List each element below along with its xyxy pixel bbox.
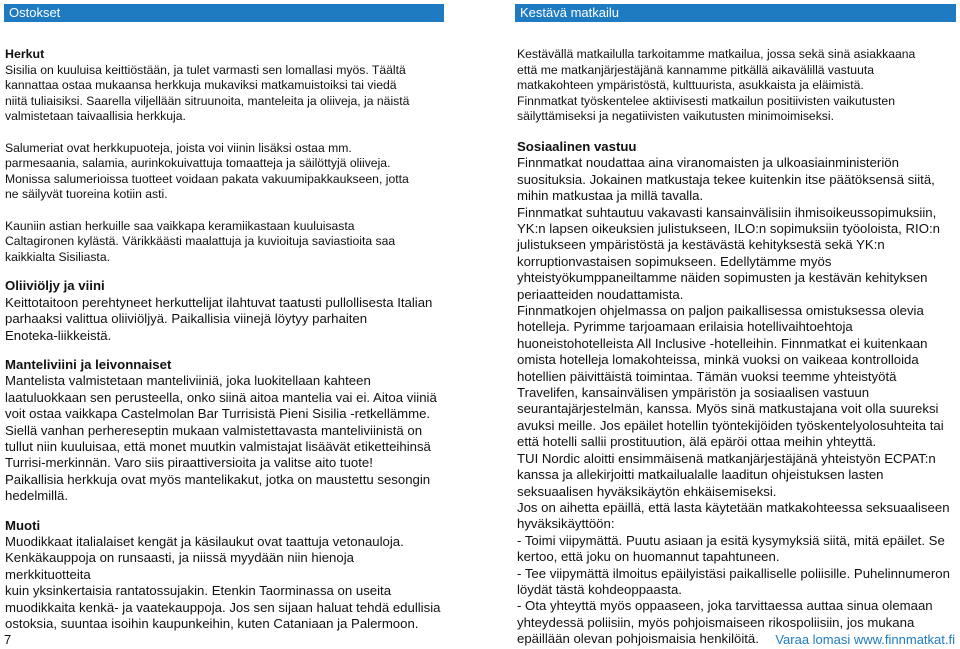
- left-column: [5, 47, 441, 632]
- heading-manteliviini: Manteliviini ja leivonnaiset: [5, 356, 172, 372]
- paragraph-kestava-intro: Kestävällä matkailulla tarkoitamme matkailua, jossa sekä sinä asiakkaana että me matkanjärjestäjänä kannamme pitkällä aikavälillä vastuuta matkakohteen ympäristöstä, kulttuurista, asukkaista ja eläimistä. Finnmatkat työskentelee aktiivisesti matkailun positiivisten vaikutusten säilyttämiseksi ja negatiivisten vaikutusten minimoimiseksi.: [517, 47, 916, 124]
- heading-oliivioljy: Oliiviöljy ja viini: [5, 278, 105, 294]
- paragraph-muoti: Muodikkaat italialaiset kengät ja käsilaukut ovat taattuja vetonauloja. Kenkäkauppoja on runsaasti, ja niissä myydään niin hienoja merkkituotteita kuin yksinkertaisia rantatossujakin. Etenkin Taorminassa on useita muodikkaita kenkä- ja vaatekauppoja. Jos sen sijaan haluat tehdä edullisia ostoksia, suuntaa isoihin kaupunkeihin, kuten Cataniaan ja Palermoon.: [5, 534, 441, 632]
- heading-muoti: Muoti: [5, 517, 41, 533]
- paragraph-keramiikka: Kauniin astian herkuille saa vaikkapa keramiikastaan kuuluisasta Caltagironen kylästä. Värikkäästi maalattuja ja kuvioituja saviastioita saa kaikkialta Sisiliasta.: [5, 218, 396, 264]
- paragraph-herkut-intro: Sisilia on kuuluisa keittiöstään, ja tulet varmasti sen lomallasi myös. Täältä kannattaa ostaa mukaansa herkkuja mukaviksi matkamuistoiksi tai viedä niitä tuliaisiksi. Saarella viljellään sitruunoita, manteleita ja oliiveja, ja näistä valmistetaan taivaallisia herkkuja.: [5, 62, 410, 124]
- paragraph-oliivioljy: Keittotaitoon perehtyneet herkuttelijat ilahtuvat taatusti pullollisesta Italian parhaaksi valittua oliiviöljyä. Paikallisia viinejä löytyy parhaiten Enoteka-liikkeistä.: [5, 294, 433, 343]
- footer-link[interactable]: Varaa lomasi www.finnmatkat.fi: [775, 632, 955, 647]
- heading-herkut: Herkut: [5, 47, 45, 61]
- paragraph-salumeriat: Salumeriat ovat herkkupuoteja, joista voi viinin lisäksi ostaa mm. parmesaania, salamia, aurinkokuivattuja tomaatteja ja säilöttyjä oliiveja. Monissa salumerioissa tuotteet voidaan pakata vakuumipakkaukseen, jotta ne säilyvät tuoreina kotiin asti.: [5, 140, 409, 202]
- paragraph-manteliviini: Mantelista valmistetaan manteliviiniä, joka luokitellaan kahteen laatuluokkaan sen perusteella, onko siinä aitoa mantelia vai ei. Aitoa viiniä voit ostaa vaikkapa Castelmolan Bar Turrisistä Pieni Sisilia -retkellämme. Siellä vanhan perhereseptin mukaan valmistettavasta manteliviinistä on tullut niin kuuluisaa, että monet muutkin valmistajat lisäävät etiketteihinsä Turrisi-merkinnän. Varo siis piraattiversioita ja valitse aito tuote! Paikallisia herkkuja ovat myös mantelikakut, jotka on maustettu sesongin hedelmillä.: [5, 373, 437, 504]
- heading-sosiaalinen-vastuu: Sosiaalinen vastuu: [517, 138, 637, 154]
- section-header-right: Kestävä matkailu: [515, 4, 956, 22]
- page-number: 7: [4, 632, 12, 647]
- right-column: [517, 47, 957, 648]
- paragraph-sosiaalinen-vastuu: Finnmatkat noudattaa aina viranomaisten ja ulkoasiainministeriön suosituksia. Jokainen matkustaja tekee kuitenkin itse päätöksensä siitä, mihin matkustaa ja millä tavalla. Finnmatkat suhtautuu vakavasti kansainvälisiin ihmisoikeussopimuksiin, YK:n lapsen oikeuksien julistukseen, ILO:n sopimuksiin työoloista, RIO:n julistukseen ympäristöstä ja kestävästä kehityksestä sekä YK:n korruptionvastaisen sopimukseen. Edellytämme myös yhteistyökumppaneiltamme näiden sopimusten ja kestävän kehityksen periaatteiden noudattamista. Finnmatkojen ohjelmassa on paljon paikallisessa omistuksessa olevia hotelleja. Pyrimme tarjoamaan erilaisia hotellivaihtoehtoja huoneistohotelleista All Inclusive -hotelleihin. Finnmatkat ei kuitenkaan omista hotelleja lomakohteissa, minkä vuoksi on vaikeaa kontrolloida hotellien päivittäistä toimintaa. Tämän vuoksi teemme yhteistyötä Travelifen, kansainvälisen ympäristön ja sosiaalisen vastuun seurantajärjestelmän, kanssa. Myös sinä matkustajana voit olla suureksi avuksi meille. Jos epäilet hotellin työntekijöiden työskentelyolosuhteita tai että hotelli sallii prostituution, älä epäröi ottaa meihin yhteyttä. TUI Nordic aloitti ensimmäisenä matkanjärjestäjänä yhteistyön ECPAT:n kanssa ja allekirjoitti matkailualalle laaditun ohjeistuksen lasten seksuaalisen hyväksikäytön ehkäisemiseksi. Jos on aihetta epäillä, että lasta käytetään matkakohteessa seksuaaliseen hyväksikäyttöön: - Toimi viipymättä. Puutu asiaan ja esitä kysymyksiä siitä, mitä epäilet. Se kertoo, että joku on huomannut tapahtuneen. - Tee viipymättä ilmoitus epäilyistäsi paikalliselle poliisille. Puhelinnumeron löydät tästä kohdeoppaasta. - Ota yhteyttä myös oppaaseen, joka tarvittaessa auttaa sinua olemaan yhteydessä poliisiin, myös pohjoismaiseen rikospoliisiin, jos mukana epäillään olevan pohjoismaisia henkilöitä.: [517, 155, 950, 647]
- section-header-left: Ostokset: [4, 4, 444, 22]
